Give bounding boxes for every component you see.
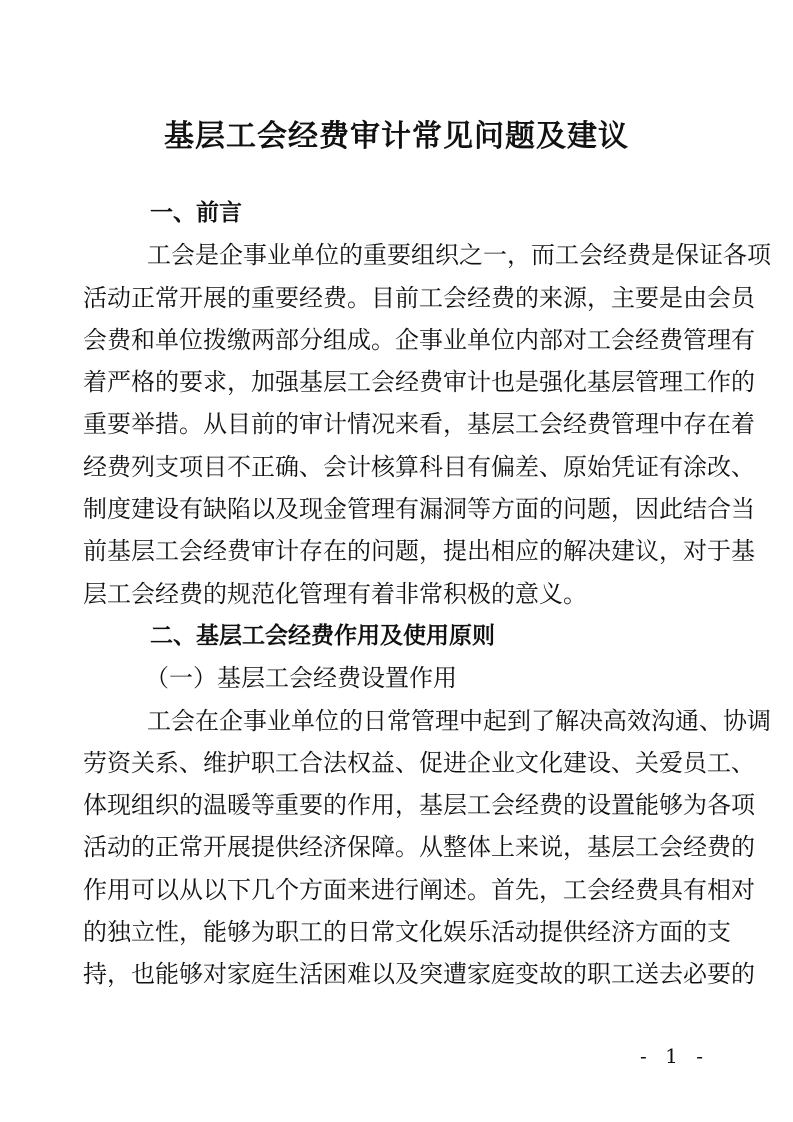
paragraph-line: 的独立性，能够为职工的日常文化娱乐活动提供经济方面的支: [83, 918, 731, 947]
paragraph-funds-role: [83, 700, 771, 996]
page-number: - 1 -: [640, 1044, 709, 1068]
paragraph-preface: [83, 234, 771, 615]
paragraph-line: 工会是企事业单位的重要组织之一，而工会经费是保证各项: [147, 241, 771, 270]
paragraph-line: 劳资关系、维护职工合法权益、促进企业文化建设、关爱员工、: [83, 748, 755, 777]
subsection-heading: （一）基层工会经费设置作用: [145, 664, 457, 693]
paragraph-line: 体现组织的温暖等重要的作用，基层工会经费的设置能够为各项: [83, 791, 755, 820]
paragraph-line: 前基层工会经费审计存在的问题，提出相应的解决建议，对于基: [83, 537, 755, 566]
paragraph-line: 层工会经费的规范化管理有着非常积极的意义。: [83, 579, 587, 608]
paragraph-line: 重要举措。从目前的审计情况来看，基层工会经费管理中存在着: [83, 410, 755, 439]
paragraph-line: 作用可以从以下几个方面来进行阐述。首先，工会经费具有相对: [83, 875, 755, 904]
paragraph-line: 活动正常开展的重要经费。目前工会经费的来源，主要是由会员: [83, 283, 755, 312]
section-heading-funds-role: 二、基层工会经费作用及使用原则: [150, 622, 495, 649]
paragraph-line: 活动的正常开展提供经济保障。从整体上来说，基层工会经费的: [83, 833, 755, 862]
document-title: 基层工会经费审计常见问题及建议: [164, 119, 629, 154]
section-heading-preface: 一、前言: [150, 200, 242, 226]
paragraph-line: 着严格的要求，加强基层工会经费审计也是强化基层管理工作的: [83, 368, 755, 397]
paragraph-line: 经费列支项目不正确、会计核算科目有偏差、原始凭证有涂改、: [83, 452, 755, 481]
paragraph-line: 制度建设有缺陷以及现金管理有漏洞等方面的问题，因此结合当: [83, 495, 755, 524]
paragraph-line: 持，也能够对家庭生活困难以及突遭家庭变故的职工送去必要的: [83, 960, 755, 989]
document-body: [83, 192, 771, 996]
paragraph-line: 工会在企事业单位的日常管理中起到了解决高效沟通、协调: [147, 706, 771, 735]
paragraph-line: 会费和单位拨缴两部分组成。企事业单位内部对工会经费管理有: [83, 325, 755, 354]
